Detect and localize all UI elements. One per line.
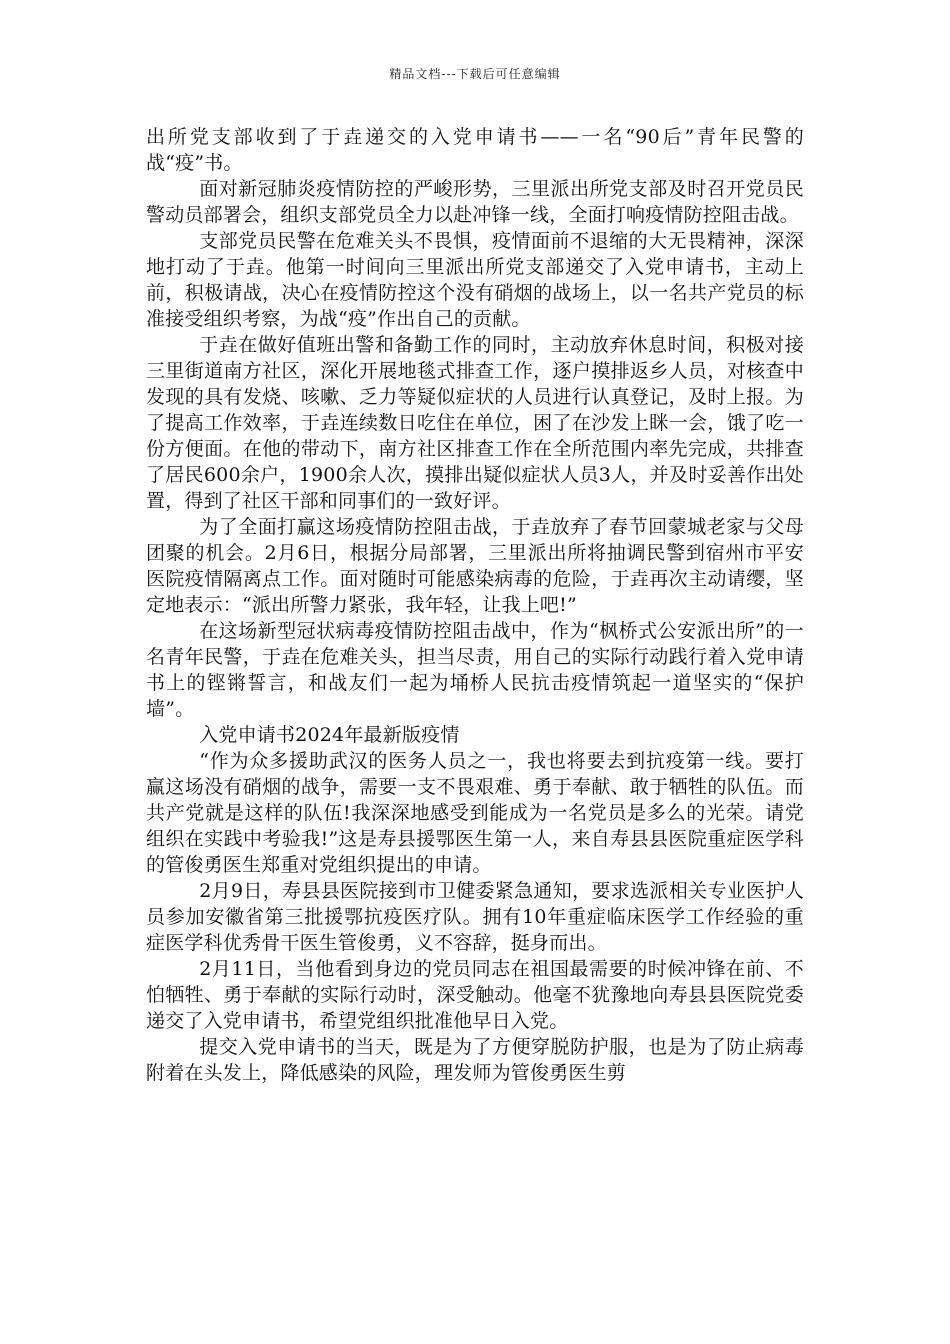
page-header: 精品文档---下载后可任意编辑 <box>389 67 561 81</box>
paragraph: 为了全面打赢这场疫情防控阻击战，于垚放弃了春节回蒙城老家与父母团聚的机会。2月6日，根据分局部署，三里派出所将抽调民警到宿州市平安医院疫情隔离点工作。面对随时可能感染病毒的危险，于垚再次主动请缨，坚定地表示：“派出所警力紧张，我年轻，让我上吧!” <box>146 516 804 616</box>
paragraph: 于垚在做好值班出警和备勤工作的同时，主动放弃休息时间，积极对接三里街道南方社区，深化开展地毯式排查工作，逐户摸排返乡人员，对核查中发现的具有发烧、咳嗽、乏力等疑似症状的人员进行认真登记，及时上报。为了提高工作效率，于垚连续数日吃住在单位，困了在沙发上眯一会，饿了吃一份方便面。在他的带动下，南方社区排查工作在全所范围内率先完成，共排查了居民600余户，1900余人次，摸排出疑似症状人员3人，并及时妥善作出处置，得到了社区干部和同事们的一致好评。 <box>146 334 804 512</box>
paragraph: 提交入党申请书的当天，既是为了方便穿脱防护服，也是为了防止病毒附着在头发上，降低感染的风险，理发师为管俊勇医生剪 <box>146 1036 804 1084</box>
paragraph: “作为众多援助武汉的医务人员之一，我也将要去到抗疫第一线。要打赢这场没有硝烟的战争，需要一支不畏艰难、勇于奉献、敢于牺牲的队伍。而共产党就是这样的队伍!我深深地感受到能成为一名党员是多么的光荣。请党组织在实践中考验我!”这是寿县援鄂医生第一人，来自寿县县医院重症医学科的管俊勇医生郑重对党组织提出的申请。 <box>146 750 804 876</box>
document-body <box>146 124 804 1086</box>
paragraph: 2月11日，当他看到身边的党员同志在祖国最需要的时候冲锋在前、不怕牺牲、勇于奉献的实际行动时，深受触动。他毫不犹豫地向寿县县医院党委递交了入党申请书，希望党组织批准他早日入党。 <box>146 958 804 1032</box>
section-heading: 入党申请书2024年最新版疫情 <box>199 724 460 746</box>
paragraph: 面对新冠肺炎疫情防控的严峻形势，三里派出所党支部及时召开党员民警动员部署会，组织支部党员全力以赴冲锋一线，全面打响疫情防控阻击战。 <box>146 178 804 226</box>
paragraph: 2月9日，寿县县医院接到市卫健委紧急通知，要求选派相关专业医护人员参加安徽省第三批援鄂抗疫医疗队。拥有10年重症临床医学工作经验的重症医学科优秀骨干医生管俊勇，义不容辞，挺身而出。 <box>146 880 804 954</box>
paragraph: 支部党员民警在危难关头不畏惧，疫情面前不退缩的大无畏精神，深深地打动了于垚。他第一时间向三里派出所党支部递交了入党申请书，主动上前，积极请战，决心在疫情防控这个没有硝烟的战场上，以一名共产党员的标准接受组织考察，为战“疫”作出自己的贡献。 <box>146 230 804 330</box>
paragraph: 在这场新型冠状病毒疫情防控阻击战中，作为“枫桥式公安派出所”的一名青年民警，于垚在危难关头，担当尽责，用自己的实际行动践行着入党申请书上的铿锵誓言，和战友们一起为埇桥人民抗击疫情筑起一道坚实的“保护墙”。 <box>146 620 804 720</box>
paragraph-continuation: 出所党支部收到了于垚递交的入党申请书——一名“90后”青年民警的战“疫”书。 <box>146 126 804 174</box>
